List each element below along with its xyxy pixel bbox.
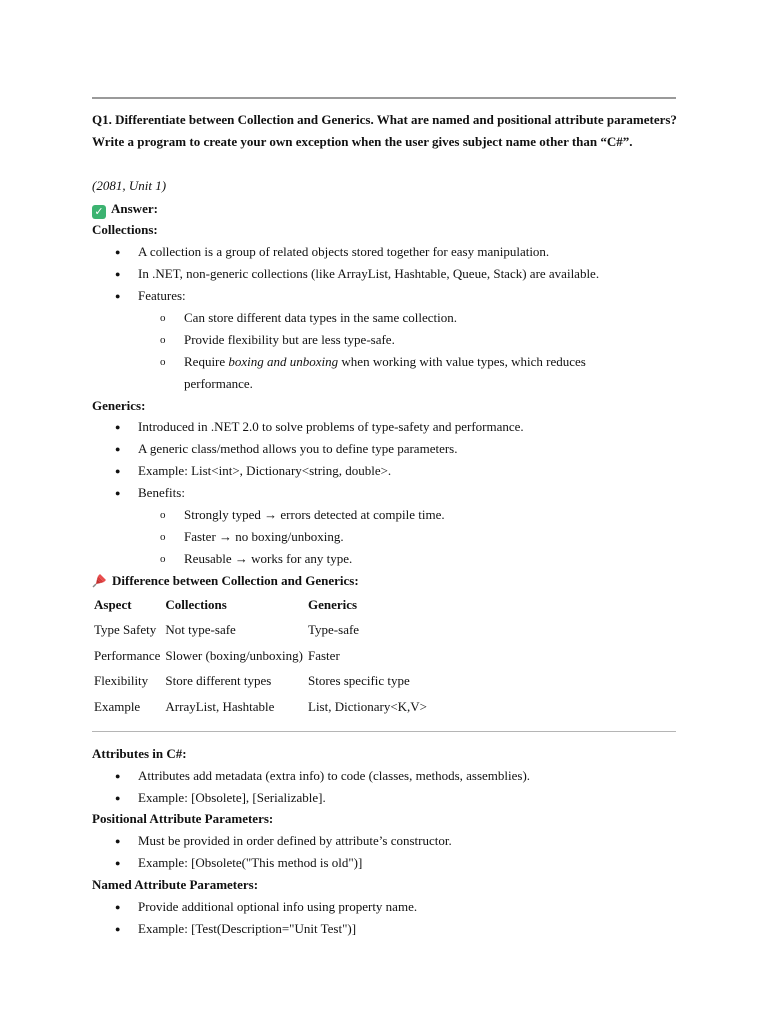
list-item: ● A collection is a group of related objects stored together for easy manipulation. bbox=[115, 244, 550, 259]
table-cell: Faster bbox=[308, 647, 340, 663]
table-cell: Type Safety bbox=[94, 622, 157, 638]
comparison-table bbox=[92, 592, 430, 720]
check-mark-icon: ✓ bbox=[92, 205, 106, 219]
table-row bbox=[92, 694, 430, 720]
list-item: ● Example: [Obsolete("This method is old")] bbox=[115, 855, 363, 870]
list-item: ● Example: [Test(Description="Unit Test")] bbox=[115, 921, 357, 936]
difference-heading bbox=[92, 570, 359, 592]
question-title: Q1. Differentiate between Collection and Generics. What are named and positional attribute parameters? Write a program to create your own exception when the user gives subject name other than “C#”. bbox=[92, 112, 677, 149]
attributes-heading: Attributes in C#: bbox=[92, 746, 187, 761]
difference-label: Difference between Collection and Generics: bbox=[112, 573, 359, 588]
list-item: ● Must be provided in order defined by attribute’s constructor. bbox=[115, 833, 452, 848]
sub-list-item: o Faster → no boxing/unboxing. bbox=[160, 529, 344, 544]
table-row bbox=[92, 669, 430, 695]
table-cell: Performance bbox=[94, 647, 161, 663]
list-item: ● Introduced in .NET 2.0 to solve problems of type-safety and performance. bbox=[115, 419, 524, 434]
table-row bbox=[92, 643, 430, 669]
list-item: ● Example: List<int>, Dictionary<string, double>. bbox=[115, 463, 392, 478]
collections-heading: Collections: bbox=[92, 222, 158, 237]
question-reference: (2081, Unit 1) bbox=[92, 178, 167, 193]
table-cell: Example bbox=[94, 698, 141, 714]
list-item: ● In .NET, non-generic collections (like ArrayList, Hashtable, Queue, Stack) are available. bbox=[115, 266, 600, 281]
table-cell: Flexibility bbox=[94, 673, 149, 689]
positional-heading: Positional Attribute Parameters: bbox=[92, 811, 274, 826]
top-divider bbox=[92, 97, 676, 99]
answer-heading bbox=[92, 198, 158, 220]
list-item: ● Example: [Obsolete], [Serializable]. bbox=[115, 790, 326, 805]
list-item: ● Benefits: bbox=[115, 485, 185, 500]
sub-list-item: o Can store different data types in the same collection. bbox=[160, 310, 458, 325]
sub-list-item: o Require boxing and unboxing when working with value types, which reduces bbox=[160, 354, 586, 369]
table-cell: Store different types bbox=[165, 673, 272, 689]
column-header: Generics bbox=[308, 596, 358, 612]
section-divider bbox=[92, 731, 676, 732]
answer-label: Answer: bbox=[111, 201, 158, 216]
column-header: Collections bbox=[165, 596, 227, 612]
sub-list-item: o Strongly typed → errors detected at compile time. bbox=[160, 507, 445, 522]
list-item: ● Provide additional optional info using property name. bbox=[115, 899, 418, 914]
sub-list-item-continuation: performance. bbox=[184, 376, 253, 391]
table-cell: List, Dictionary<K,V> bbox=[308, 698, 428, 714]
list-item: ● A generic class/method allows you to define type parameters. bbox=[115, 441, 458, 456]
table-cell: Not type-safe bbox=[165, 622, 236, 638]
table-cell: Slower (boxing/unboxing) bbox=[165, 647, 303, 663]
table-row bbox=[92, 618, 430, 644]
table-cell: Stores specific type bbox=[308, 673, 410, 689]
pushpin-icon bbox=[92, 572, 108, 588]
table-cell: Type-safe bbox=[308, 622, 360, 638]
generics-heading: Generics: bbox=[92, 398, 146, 413]
table-header-row bbox=[92, 592, 430, 618]
sub-list-item: o Reusable → works for any type. bbox=[160, 551, 353, 566]
list-item: ● Attributes add metadata (extra info) to code (classes, methods, assemblies). bbox=[115, 768, 531, 783]
column-header: Aspect bbox=[94, 596, 132, 612]
list-item: ● Features: bbox=[115, 288, 186, 303]
table-cell: ArrayList, Hashtable bbox=[165, 698, 275, 714]
named-heading: Named Attribute Parameters: bbox=[92, 877, 259, 892]
sub-list-item: o Provide flexibility but are less type-safe. bbox=[160, 332, 395, 347]
